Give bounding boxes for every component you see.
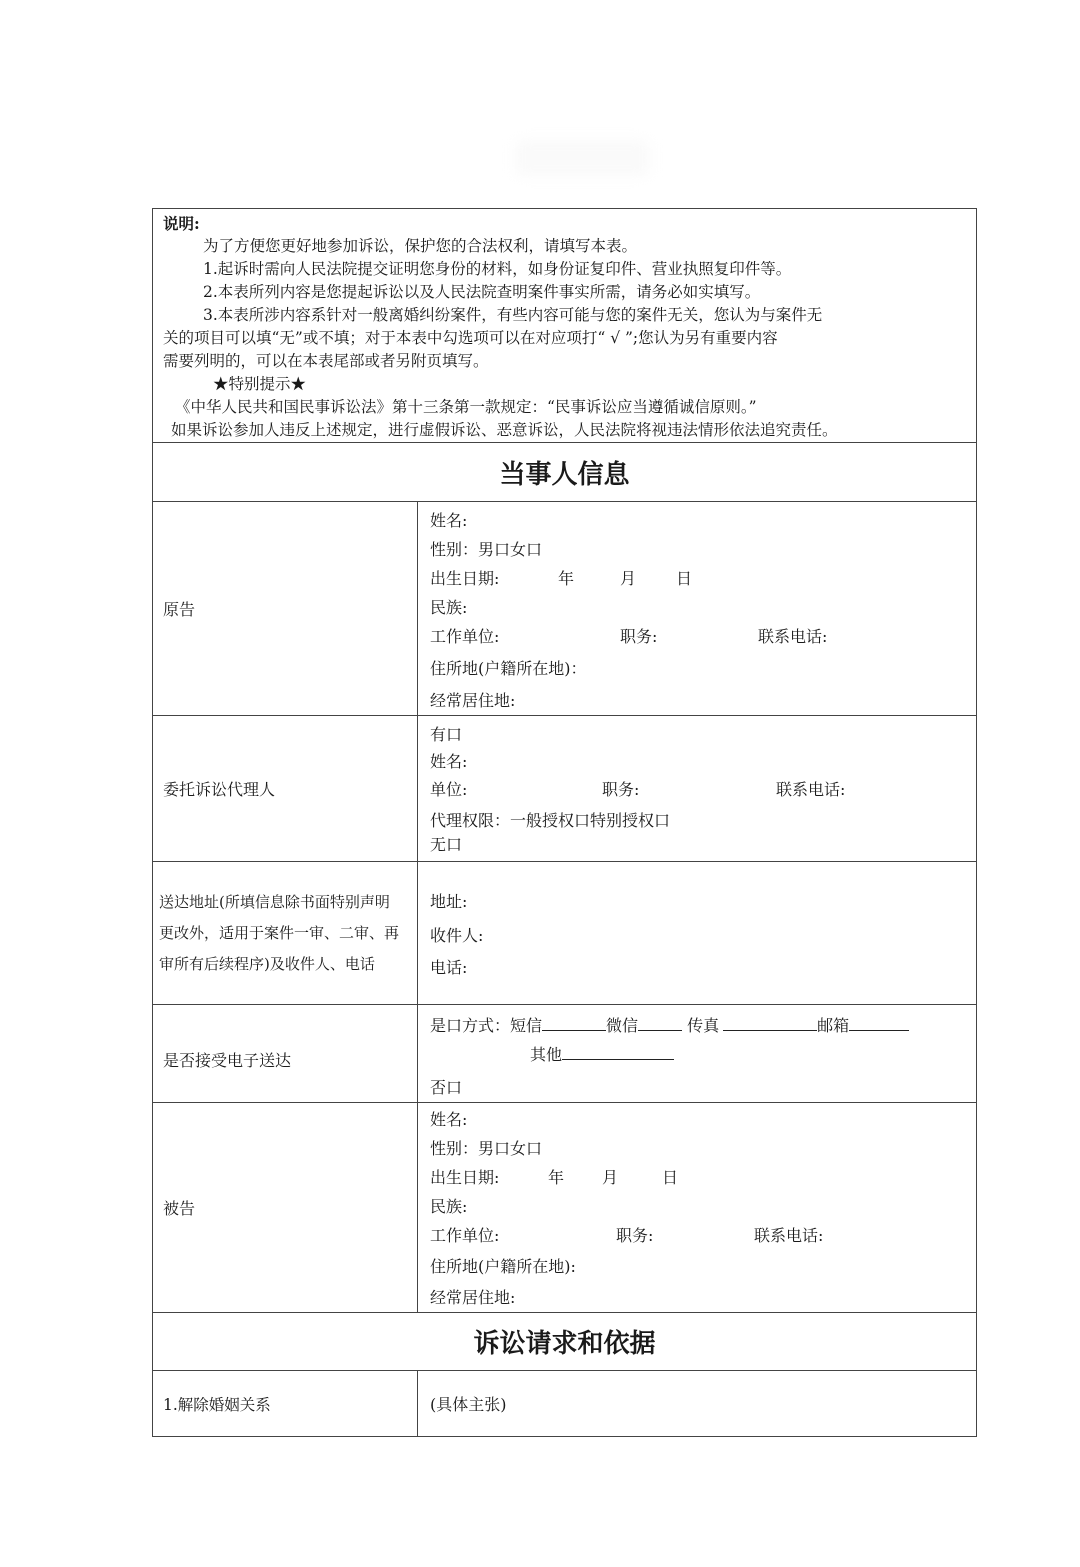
- plaintiff-birth-label: 出生日期:: [430, 569, 500, 588]
- defendant-birth-year: 年: [548, 1168, 565, 1187]
- plaintiff-work-label: 工作单位:: [430, 627, 500, 646]
- defendant-fields: [418, 1103, 977, 1313]
- special-notice-title: ★特别提示★: [213, 375, 307, 393]
- electronic-service-label: 是否接受电子送达: [153, 1005, 418, 1103]
- service-address: 地址:: [430, 891, 468, 911]
- section-title-party-info: 当事人信息: [153, 443, 977, 502]
- defendant-habitual-residence: 经常居住地:: [430, 1288, 516, 1307]
- defendant-birth-day: 日: [662, 1168, 679, 1187]
- instructions-cell: [153, 209, 977, 443]
- agent-name: 姓名:: [430, 752, 468, 771]
- defendant-name: 姓名:: [430, 1110, 468, 1129]
- defendant-residence: 住所地(户籍所在地):: [430, 1257, 576, 1276]
- plaintiff-gender: 性别：男口女口: [430, 540, 543, 559]
- defendant-position-label: 职务:: [616, 1226, 654, 1245]
- service-address-label-line-3: 审所有后续程序)及收件人、电话: [159, 954, 375, 973]
- wechat-blank[interactable]: [638, 1012, 682, 1031]
- instructions-heading: 说明:: [163, 214, 200, 233]
- plaintiff-residence: 住所地(户籍所在地)：: [430, 659, 587, 678]
- other-blank[interactable]: [562, 1041, 674, 1060]
- defendant-work-label: 工作单位:: [430, 1226, 500, 1245]
- electronic-email: 邮箱: [817, 1016, 850, 1035]
- agent-position-label: 职务:: [602, 780, 640, 799]
- divorce-complaint-form: [152, 208, 977, 1437]
- electronic-yes-row: [430, 1011, 976, 1040]
- electronic-no: 否口: [430, 1078, 463, 1097]
- plaintiff-phone-label: 联系电话:: [758, 627, 828, 646]
- electronic-other-row: [430, 1040, 976, 1069]
- claim-1-label: 1.解除婚姻关系: [153, 1371, 418, 1437]
- agent-unit-row: [430, 775, 976, 804]
- defendant-ethnic: 民族:: [430, 1197, 468, 1216]
- plaintiff-birth-month: 月: [620, 569, 637, 588]
- electronic-fax: 传真: [687, 1016, 720, 1035]
- instructions-intro: 为了方便您更好地参加诉讼，保护您的合法权利，请填写本表。: [203, 237, 638, 255]
- plaintiff-work-row: [430, 622, 976, 651]
- plaintiff-ethnic: 民族:: [430, 598, 468, 617]
- agent-unit-label: 单位:: [430, 780, 468, 799]
- defendant-birth-label: 出生日期:: [430, 1168, 500, 1187]
- agent-authority: 代理权限：一般授权口特别授权口: [430, 811, 671, 830]
- electronic-other: 其他: [530, 1045, 563, 1064]
- special-notice-warning: 如果诉讼参加人违反上述规定，进行虚假诉讼、恶意诉讼，人民法院将视违法情形依法追究责任。: [171, 421, 838, 439]
- plaintiff-birth-row: [430, 564, 976, 593]
- defendant-gender: 性别：男口女口: [430, 1139, 543, 1158]
- service-phone: 电话:: [430, 957, 468, 977]
- blurred-title: [515, 140, 650, 176]
- special-notice-law: 《中华人民共和国民事诉讼法》第十三条第一款规定：“民事诉讼应当遵循诚信原则。”: [175, 398, 757, 416]
- electronic-yes-sms: 是口方式：短信: [430, 1016, 543, 1035]
- instructions-item-3-cont: 关的项目可以填“无”或不填；对于本表中勾选项可以在对应项打“ √ ”;您认为另有重要内容: [163, 329, 778, 347]
- electronic-service-fields: [418, 1005, 977, 1103]
- agent-none: 无口: [430, 835, 463, 854]
- instructions-item-3: 3.本表所涉内容系针对一般离婚纠纷案件，有些内容可能与您的案件无关，您认为与案件无: [203, 306, 823, 324]
- claim-1-content[interactable]: (具体主张): [418, 1371, 977, 1437]
- agent-has: 有口: [430, 725, 463, 744]
- plaintiff-name: 姓名:: [430, 511, 468, 530]
- defendant-work-row: [430, 1221, 976, 1250]
- defendant-label: 被告: [153, 1103, 418, 1313]
- plaintiff-habitual-residence: 经常居住地:: [430, 691, 516, 710]
- service-address-fields: [418, 862, 977, 1005]
- service-address-label-line-2: 更改外，适用于案件一审、二审、再: [159, 923, 400, 942]
- section-title-claims: 诉讼请求和依据: [153, 1313, 977, 1371]
- defendant-phone-label: 联系电话:: [754, 1226, 824, 1245]
- defendant-birth-row: [430, 1163, 976, 1192]
- defendant-birth-month: 月: [602, 1168, 619, 1187]
- sms-blank[interactable]: [542, 1012, 606, 1031]
- instructions-item-3-end: 需要列明的，可以在本表尾部或者另附页填写。: [163, 352, 489, 370]
- plaintiff-birth-year: 年: [558, 569, 575, 588]
- plaintiff-birth-day: 日: [676, 569, 693, 588]
- instructions-item-1: 1.起诉时需向人民法院提交证明您身份的材料，如身份证复印件、营业执照复印件等。: [203, 260, 792, 278]
- plaintiff-fields: [418, 502, 977, 716]
- service-address-label-line-1: 送达地址(所填信息除书面特别声明: [159, 892, 390, 911]
- agent-phone-label: 联系电话:: [776, 780, 846, 799]
- service-address-label: [153, 862, 418, 1005]
- agent-fields: [418, 716, 977, 862]
- instructions-item-2: 2.本表所列内容是您提起诉讼以及人民法院查明案件事实所需，请务必如实填写。: [203, 283, 761, 301]
- electronic-wechat: 微信: [606, 1016, 639, 1035]
- fax-blank[interactable]: [723, 1012, 817, 1031]
- email-blank[interactable]: [849, 1012, 909, 1031]
- service-recipient: 收件人:: [430, 925, 484, 945]
- plaintiff-label: 原告: [153, 502, 418, 716]
- plaintiff-position-label: 职务:: [620, 627, 658, 646]
- agent-label: 委托诉讼代理人: [153, 716, 418, 862]
